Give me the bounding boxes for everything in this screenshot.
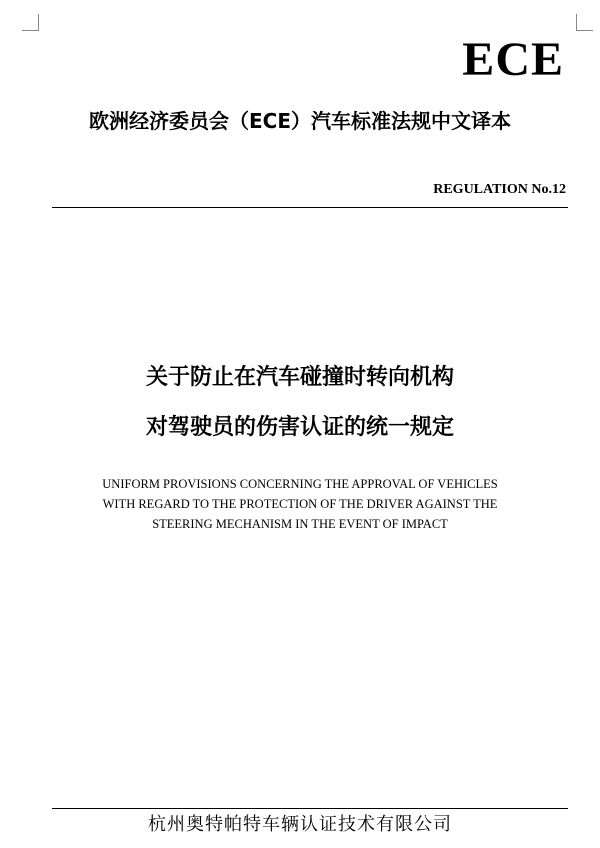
chinese-title-line-1: 关于防止在汽车碰撞时转向机构 [145, 365, 454, 390]
english-title-line-3: STEERING MECHANISM IN THE EVENT OF IMPACT [152, 517, 448, 531]
english-title-line-2: WITH REGARD TO THE PROTECTION OF THE DRIVER AGAINST THE [102, 497, 498, 511]
regulation-number: REGULATION No.12 [433, 182, 566, 197]
company-name: 杭州奥特帕特车辆认证技术有限公司 [148, 814, 452, 835]
header-divider [52, 207, 568, 208]
english-title [40, 474, 560, 534]
series-title: 欧洲经济委员会（ECE）汽车标准法规中文译本 [88, 109, 511, 133]
crop-mark-top-left [22, 14, 39, 31]
footer-divider [52, 808, 568, 809]
english-title-line-1: UNIFORM PROVISIONS CONCERNING THE APPROVAL OF VEHICLES [102, 477, 498, 491]
chinese-title-line-2: 对驾驶员的伤害认证的统一规定 [145, 415, 454, 440]
brand-logo-text: ECE [462, 33, 564, 86]
crop-mark-top-right [576, 14, 593, 31]
